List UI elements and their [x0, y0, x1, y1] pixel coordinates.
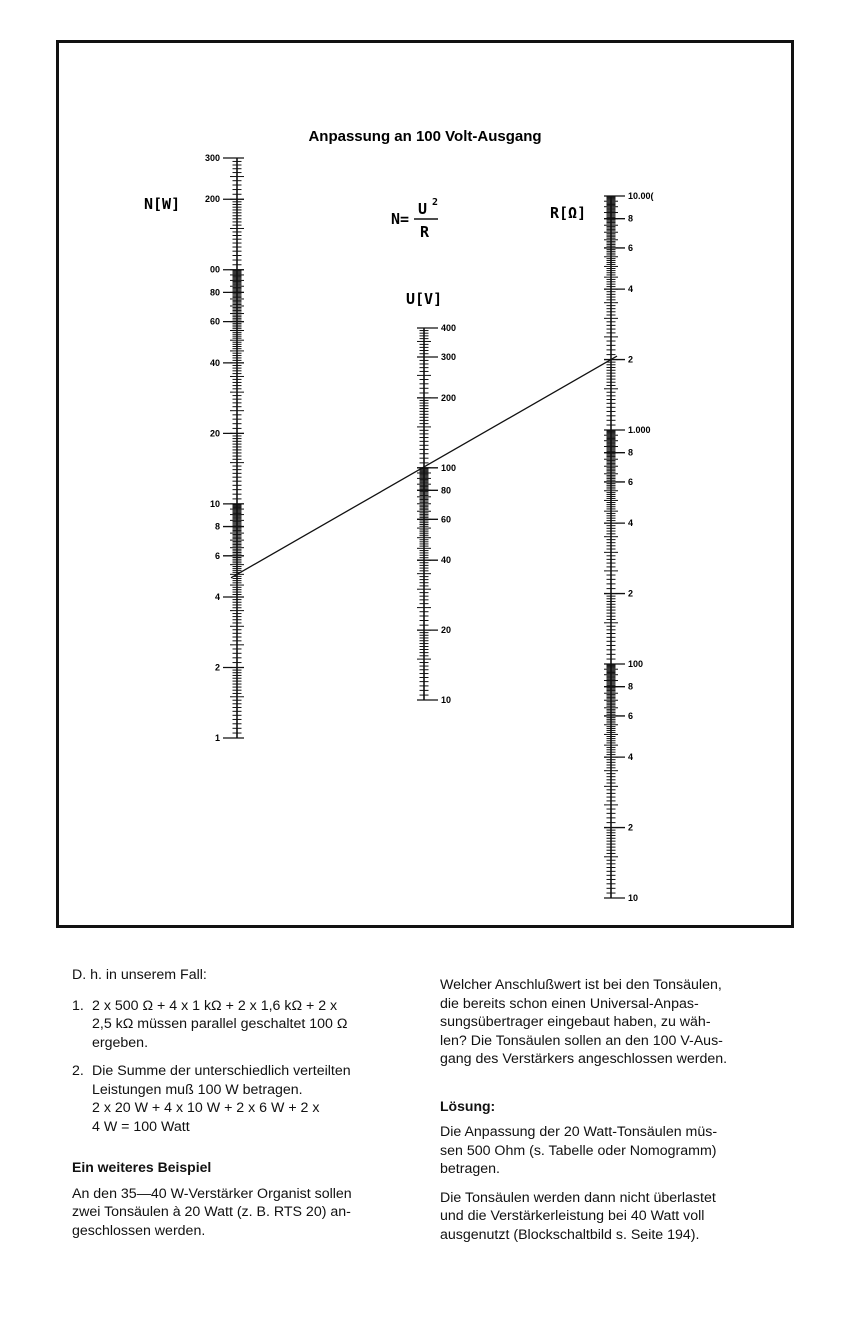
- n-axis-tick-label: 200: [204, 194, 220, 205]
- r-axis-tick-label: 8: [628, 681, 634, 692]
- u-axis-label: U[V]: [406, 290, 443, 308]
- nomogram-axes: [205, 153, 654, 903]
- paragraph-line: Welcher Anschlußwert ist bei den Tonsäulen,: [440, 977, 722, 993]
- u-axis-tick-label: 300: [441, 352, 457, 363]
- list-line: 2,5 kΩ müssen parallel geschaltet 100 Ω: [92, 1016, 348, 1032]
- r-axis-tick-label: 6: [628, 242, 634, 253]
- paragraph-line: die bereits schon einen Universal-Anpas-: [440, 995, 699, 1012]
- paragraph-line: Die Anpassung der 20 Watt-Tonsäulen müs-: [440, 1124, 718, 1140]
- paragraph-line: Die Tonsäulen werden dann nicht überlastet: [440, 1189, 716, 1206]
- nomogram-title: Anpassung an 100 Volt-Ausgang: [308, 128, 542, 145]
- paragraph-line: ausgenutzt (Blockschaltbild s. Seite 194).: [440, 1226, 700, 1243]
- list-line: 2 x 20 W + 4 x 10 W + 2 x 6 W + 2 x: [92, 1100, 320, 1116]
- u-axis-tick-label: 20: [441, 625, 452, 636]
- list-line: 2 x 500 Ω + 4 x 1 kΩ + 2 x 1,6 kΩ + 2 x: [92, 997, 338, 1014]
- r-axis-tick-label: 2: [628, 354, 634, 365]
- r-axis-tick-label: 1.000: [628, 425, 651, 435]
- u-axis-tick-label: 10: [441, 695, 452, 705]
- n-axis-tick-label: 00: [209, 264, 220, 275]
- r-axis-tick-label: 6: [628, 476, 634, 487]
- n-axis-tick-label: 2: [214, 662, 220, 673]
- n-axis-tick-label: 4: [214, 592, 220, 603]
- solution-heading: Lösung:: [440, 1097, 496, 1114]
- formula-exponent: 2: [432, 197, 439, 208]
- example-heading: Ein weiteres Beispiel: [72, 1159, 212, 1175]
- solution-paragraph: [440, 1123, 785, 1179]
- paragraph-line: geschlossen werden.: [72, 1222, 206, 1239]
- n-axis-tick-label: 8: [214, 521, 220, 532]
- r-axis-tick-label: 10: [628, 893, 639, 903]
- paragraph-line: gang des Verstärkers angeschlossen werden.: [440, 1051, 728, 1067]
- formula: [391, 197, 438, 241]
- n-axis-tick-label: 60: [209, 316, 220, 327]
- n-axis-tick-label: 300: [204, 153, 220, 163]
- paragraph-line: betragen.: [440, 1161, 500, 1177]
- list-number: 1.: [72, 997, 84, 1014]
- paragraph-line: sungsübertrager eingebaut haben, zu wäh-: [440, 1014, 711, 1030]
- n-axis-tick-label: 10: [209, 498, 220, 509]
- r-axis-tick-label: 4: [628, 752, 634, 763]
- intro-text: D. h. in unserem Fall:: [72, 967, 207, 983]
- u-axis-tick-label: 400: [441, 323, 457, 333]
- formula-lhs: N=: [391, 210, 410, 228]
- list-number: 2.: [72, 1063, 84, 1079]
- r-axis-tick-label: 10.00(: [628, 191, 654, 201]
- list-line: Die Summe der unterschiedlich verteilten: [92, 1063, 351, 1079]
- u-axis-tick-label: 100: [441, 462, 457, 473]
- left-column: [72, 966, 417, 1250]
- n-axis-tick-label: 6: [214, 550, 220, 561]
- r-axis-tick-label: 8: [628, 213, 634, 224]
- right-column: [440, 976, 785, 1254]
- r-axis-tick-label: 4: [628, 518, 634, 529]
- paragraph-line: zwei Tonsäulen à 20 Watt (z. B. RTS 20) an-: [72, 1204, 351, 1220]
- list-line: Leistungen muß 100 W betragen.: [92, 1081, 303, 1098]
- r-axis-tick-label: 2: [628, 588, 634, 599]
- paragraph-line: sen 500 Ohm (s. Tabelle oder Nomogramm): [440, 1142, 717, 1159]
- list-line: 4 W = 100 Watt: [92, 1118, 190, 1135]
- u-axis-tick-label: 200: [441, 392, 457, 403]
- r-axis-tick-label: 2: [628, 822, 634, 833]
- n-axis-label: N[W]: [144, 195, 181, 213]
- conclusion-paragraph: [440, 1189, 785, 1245]
- formula-denominator: R: [420, 223, 430, 241]
- n-axis-tick-label: 20: [209, 428, 220, 439]
- u-axis-tick-label: 80: [441, 485, 452, 496]
- r-axis-tick-label: 4: [628, 284, 634, 295]
- n-axis-tick-label: 40: [209, 357, 220, 368]
- paragraph-line: len? Die Tonsäulen sollen an den 100 V-Aus-: [440, 1032, 723, 1049]
- question-paragraph: [440, 976, 785, 1069]
- example-paragraph: [72, 1185, 417, 1241]
- u-axis-tick-label: 40: [441, 555, 452, 566]
- u-axis-tick-label: 60: [441, 514, 452, 525]
- paragraph-line: An den 35—40 W-Verstärker Organist sollen: [72, 1185, 352, 1202]
- paragraph-line: und die Verstärkerleistung bei 40 Watt voll: [440, 1208, 705, 1224]
- formula-numerator: U: [418, 200, 428, 218]
- r-axis-label: R[Ω]: [550, 204, 587, 222]
- list-item-1: [72, 997, 417, 1053]
- n-axis-tick-label: 1: [214, 733, 220, 743]
- list-line: ergeben.: [92, 1034, 149, 1051]
- r-axis-tick-label: 8: [628, 447, 634, 458]
- list-item-2: [72, 1062, 417, 1136]
- n-axis-tick-label: 80: [209, 287, 220, 298]
- r-axis-tick-label: 100: [628, 659, 644, 669]
- r-axis-tick-label: 6: [628, 710, 634, 721]
